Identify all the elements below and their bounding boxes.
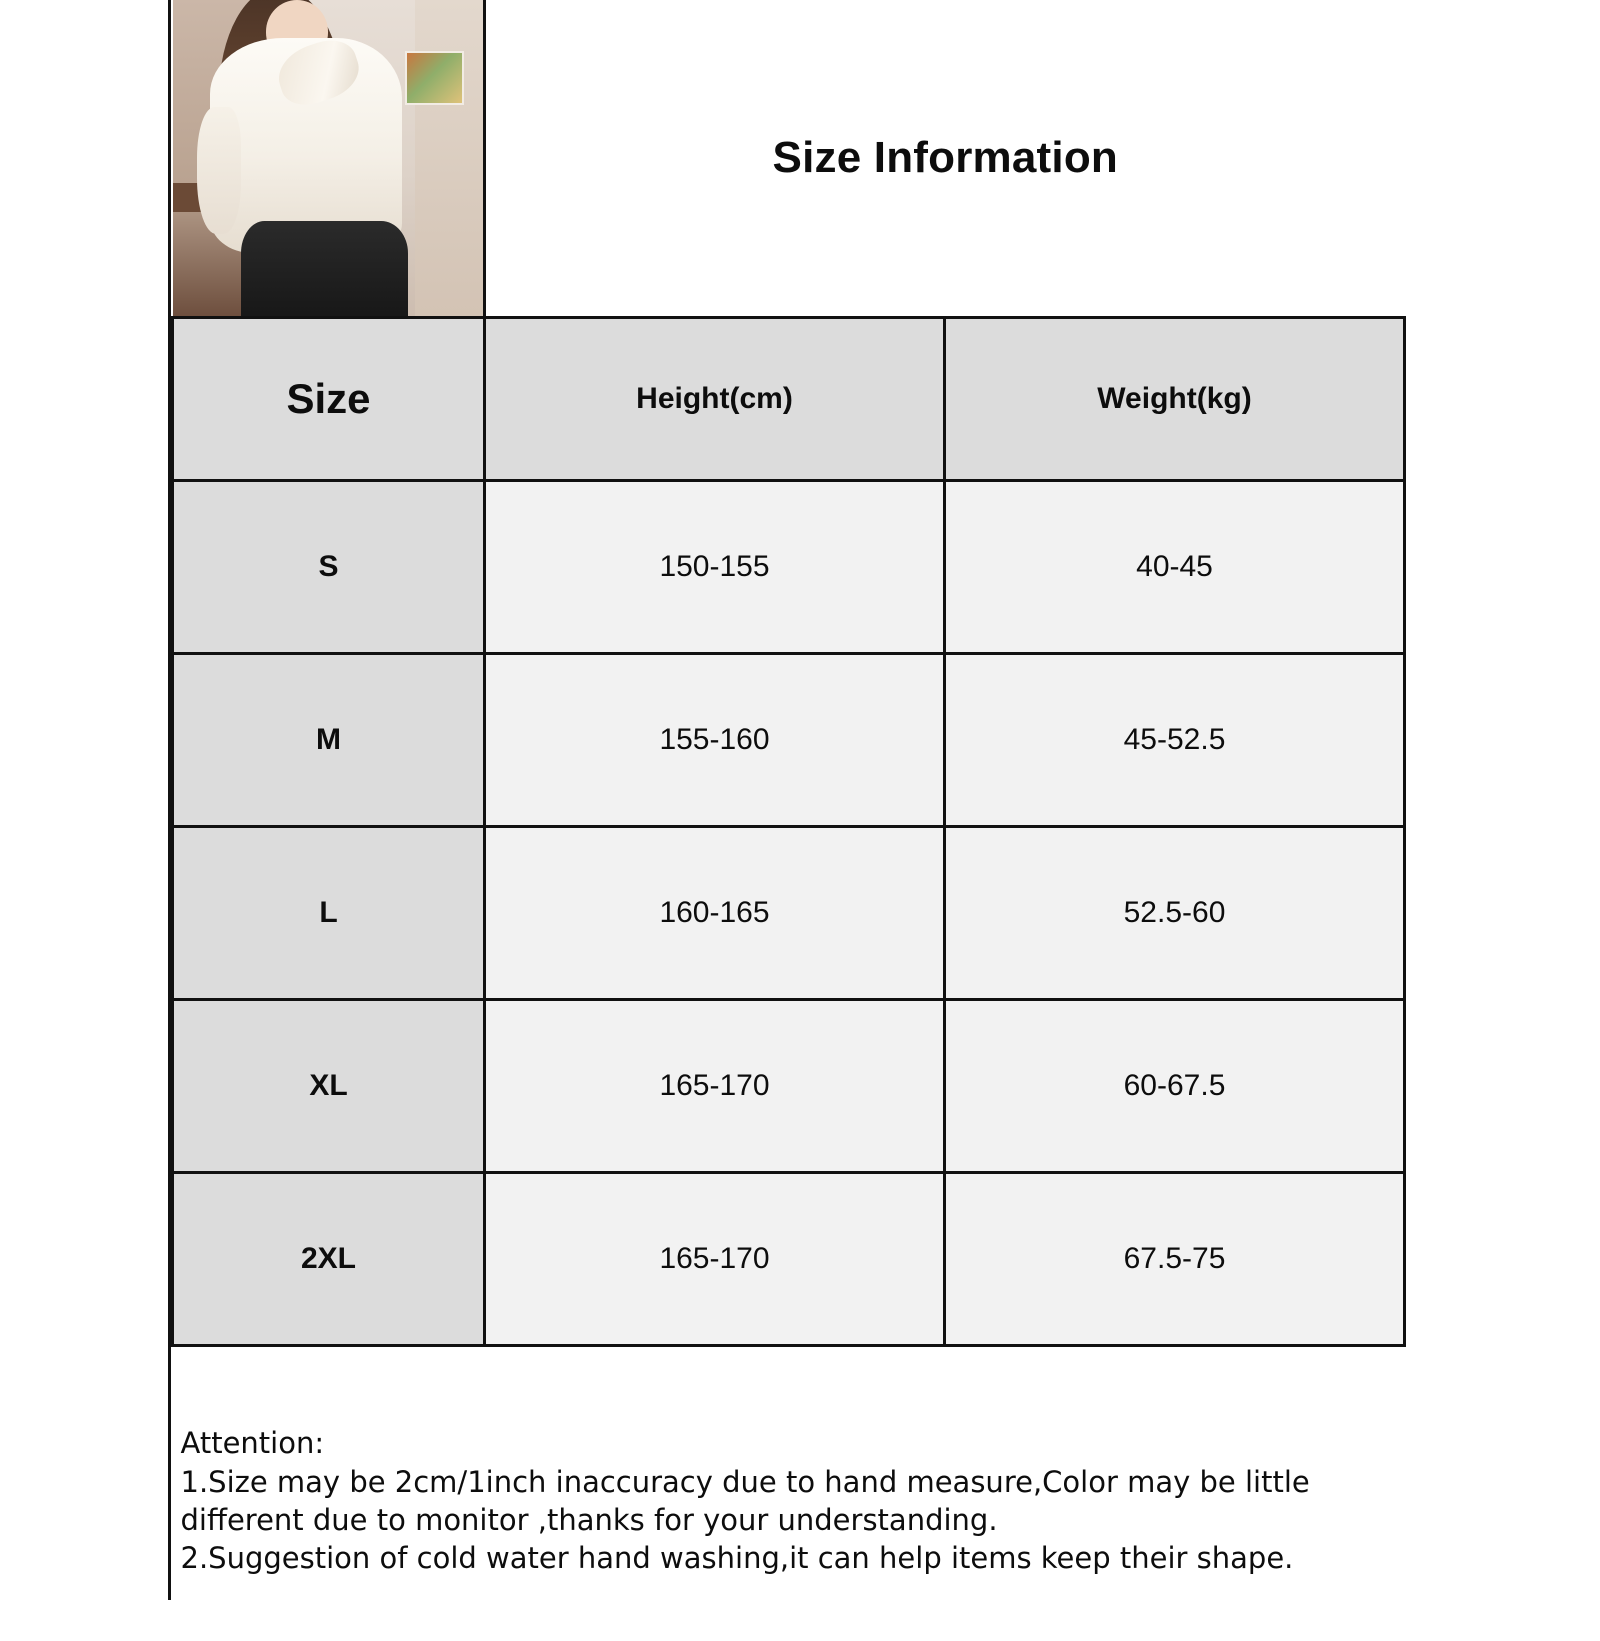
column-header-size-label: Size: [174, 375, 483, 423]
cell-size-label: M: [174, 723, 483, 757]
cell-weight-label: 45-52.5: [946, 723, 1403, 757]
size-information-table: [171, 0, 1406, 1641]
photo-wall-poster: [405, 51, 465, 106]
page-title: Size Information: [486, 133, 1405, 183]
cell-height-label: 165-170: [486, 1242, 943, 1276]
cell-size-label: 2XL: [174, 1242, 483, 1276]
cell-size-label: XL: [174, 1069, 483, 1103]
column-header-height-label: Height(cm): [486, 382, 943, 416]
cell-size: [173, 1000, 485, 1173]
size-chart-container: [168, 0, 1400, 1600]
table-row: [173, 1000, 1405, 1173]
cell-weight-label: 40-45: [946, 550, 1403, 584]
cell-size: [173, 481, 485, 654]
column-header-height: [485, 318, 945, 481]
cell-height: [485, 481, 945, 654]
table-header-row: [173, 318, 1405, 481]
table-row-header-banner: [173, 0, 1405, 318]
photo-model-sleeve: [197, 107, 240, 233]
cell-height-label: 155-160: [486, 723, 943, 757]
title-cell: [485, 0, 1405, 318]
photo-black-skirt: [241, 221, 409, 316]
cell-weight-label: 52.5-60: [946, 896, 1403, 930]
attention-line-2: different due to monitor ,thanks for your understanding.: [181, 1501, 1395, 1539]
column-header-weight: [945, 318, 1405, 481]
cell-size-label: L: [174, 896, 483, 930]
table-row: [173, 1173, 1405, 1346]
photo-right-panel: [415, 0, 483, 316]
cell-height: [485, 654, 945, 827]
product-image-cell: [173, 0, 485, 318]
table-row: [173, 827, 1405, 1000]
cell-weight-label: 60-67.5: [946, 1069, 1403, 1103]
cell-weight: [945, 654, 1405, 827]
column-header-weight-label: Weight(kg): [946, 382, 1403, 416]
cell-weight: [945, 481, 1405, 654]
table-row: [173, 481, 1405, 654]
cell-size-label: S: [174, 550, 483, 584]
cell-height: [485, 1000, 945, 1173]
cell-size: [173, 827, 485, 1000]
attention-line-3: 2.Suggestion of cold water hand washing,it can help items keep their shape.: [181, 1539, 1395, 1577]
cell-weight-label: 67.5-75: [946, 1242, 1403, 1276]
cell-height-label: 160-165: [486, 896, 943, 930]
cell-height: [485, 827, 945, 1000]
cell-size: [173, 654, 485, 827]
cell-size: [173, 1173, 485, 1346]
attention-heading: Attention:: [181, 1424, 1395, 1462]
product-photo: [173, 0, 484, 316]
cell-height: [485, 1173, 945, 1346]
column-header-size: [173, 318, 485, 481]
table-row: [173, 654, 1405, 827]
cell-weight: [945, 1173, 1405, 1346]
attention-line-1: 1.Size may be 2cm/1inch inaccuracy due to hand measure,Color may be little: [181, 1463, 1395, 1501]
attention-cell: [173, 1346, 1405, 1641]
attention-row: [173, 1346, 1405, 1641]
cell-height-label: 150-155: [486, 550, 943, 584]
cell-height-label: 165-170: [486, 1069, 943, 1103]
cell-weight: [945, 827, 1405, 1000]
cell-weight: [945, 1000, 1405, 1173]
